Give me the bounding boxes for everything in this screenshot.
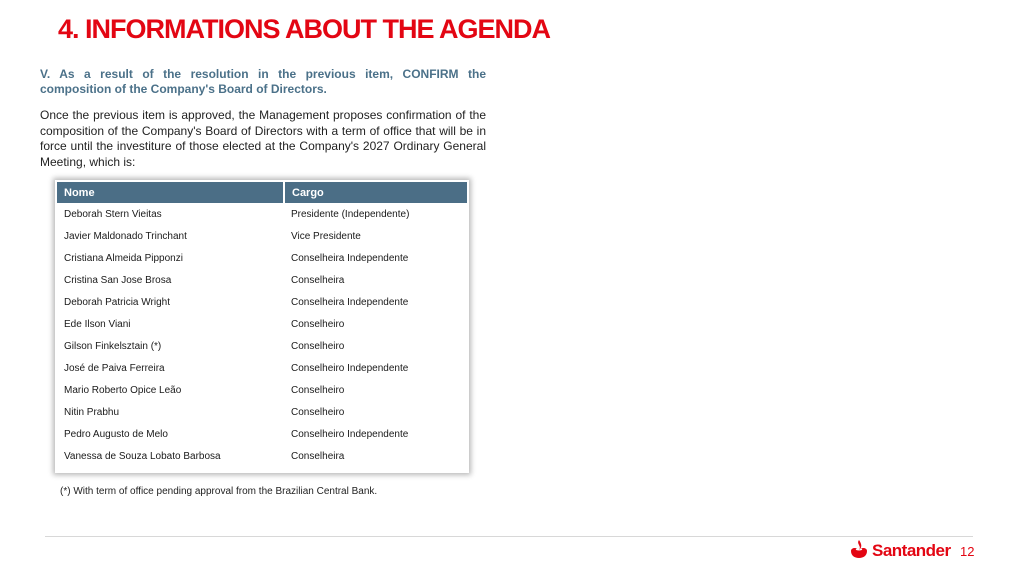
member-name: Mario Roberto Opice Leão [64,384,182,396]
member-name: Pedro Augusto de Melo [64,428,168,440]
table-row [57,225,467,247]
member-role: Conselheiro [291,384,345,396]
table-row [57,401,467,423]
table-row [57,313,467,335]
member-role: Conselheira [291,274,345,286]
table-row [57,379,467,401]
board-table-container [55,180,469,473]
board-of-directors-table [57,182,467,467]
santander-logo [849,540,951,562]
member-role: Conselheira Independente [291,252,409,264]
member-role: Conselheiro [291,406,345,418]
table-row [57,247,467,269]
member-name: Javier Maldonado Trinchant [64,230,187,242]
table-row [57,269,467,291]
page-number: 12 [960,544,975,559]
member-name: Cristina San Jose Brosa [64,274,172,286]
member-name: Gilson Finkelsztain (*) [64,340,162,352]
member-role: Conselheira [291,450,345,462]
member-name: Nitin Prabhu [64,406,120,418]
member-name: Deborah Patricia Wright [64,296,170,308]
table-row [57,291,467,313]
member-name: Cristiana Almeida Pipponzi [64,252,183,264]
member-role: Conselheiro [291,340,345,352]
member-role: Conselheiro [291,318,345,330]
footnote: (*) With term of office pending approval from the Brazilian Central Bank. [60,486,378,497]
member-role: Conselheira Independente [291,296,409,308]
table-row [57,445,467,467]
member-role: Presidente (Independente) [291,208,410,220]
column-header-name: Nome [57,182,284,203]
table-row [57,335,467,357]
member-name: José de Paiva Ferreira [64,362,165,374]
member-role: Conselheiro Independente [291,428,409,440]
agenda-item-paragraph: Once the previous item is approved, the Management proposes confirmation of the composition of the Company's Board of Directors with a term of office that will be in force until the investiture of those elected at the Company's 2027 Ordinary General Meeting, which is: [40,108,486,169]
agenda-item-subheading: V. As a result of the resolution in the previous item, CONFIRM the composition of the Company's Board of Directors. [40,67,486,96]
footer-divider [45,536,973,537]
logo-wordmark: Santander [872,541,951,560]
member-name: Deborah Stern Vieitas [64,208,162,220]
column-header-role: Cargo [284,182,467,203]
page-title: 4. INFORMATIONS ABOUT THE AGENDA [58,14,550,44]
member-name: Ede Ilson Viani [64,318,131,330]
member-name: Vanessa de Souza Lobato Barbosa [64,450,221,462]
table-row [57,423,467,445]
member-role: Conselheiro Independente [291,362,409,374]
table-row [57,203,467,225]
table-row [57,357,467,379]
table-header-row [57,182,467,203]
flame-icon [849,539,869,564]
member-role: Vice Presidente [291,230,361,242]
